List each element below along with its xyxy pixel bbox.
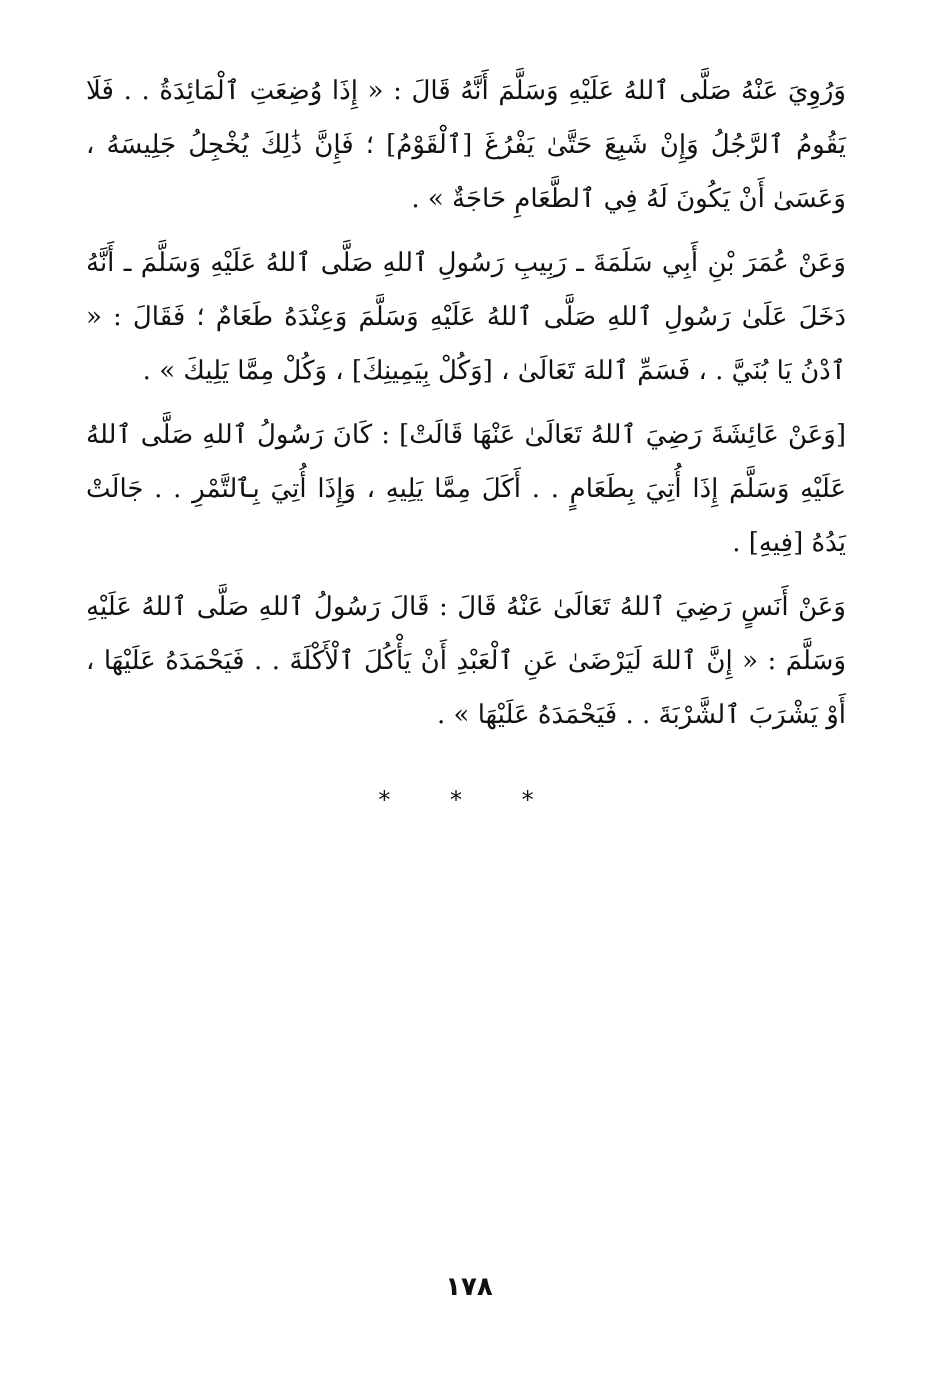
main-text (86, 64, 846, 752)
paragraph-3: [وَعَنْ عَائِشَةَ رَضِيَ ٱللهُ تَعَالَىٰ عَنْهَا قَالَتْ] : كَانَ رَسُولُ ٱللهِ صَلَّى ٱللهُ عَلَيْهِ وَسَلَّمَ إِذَا أُتِيَ بِطَعَامٍ . . أَكَلَ مِمَّا يَلِيهِ ، وَإِذَا أُتِيَ بِٱلتَّمْرِ . . جَالَتْ يَدُهُ [فِيهِ] . (86, 420, 846, 558)
paragraph-4: وَعَنْ أَنَسٍ رَضِيَ ٱللهُ تَعَالَىٰ عَنْهُ قَالَ : قَالَ رَسُولُ ٱللهِ صَلَّى ٱللهُ عَلَيْهِ وَسَلَّمَ : « إِنَّ ٱللهَ لَيَرْضَىٰ عَنِ ٱلْعَبْدِ أَنْ يَأْكُلَ ٱلْأَكْلَةَ . . فَيَحْمَدَهُ عَلَيْهَا ، أَوْ يَشْرَبَ ٱلشَّرْبَةَ . . فَيَحْمَدَهُ عَلَيْهَا » . (86, 592, 846, 730)
paragraph-2: وَعَنْ عُمَرَ بْنِ أَبِي سَلَمَةَ ـ رَبِيبِ رَسُولِ ٱللهِ صَلَّى ٱللهُ عَلَيْهِ وَسَلَّمَ ـ أَنَّهُ دَخَلَ عَلَىٰ رَسُولِ ٱللهِ صَلَّى ٱللهُ عَلَيْهِ وَسَلَّمَ وَعِنْدَهُ طَعَامٌ ؛ فَقَالَ : « ٱدْنُ يَا بُنَيَّ . ، فَسَمِّ ٱللهَ تَعَالَىٰ ، [وَكُلْ بِيَمِينِكَ] ، وَكُلْ مِمَّا يَلِيكَ » . (86, 248, 847, 386)
page-number: ١٧٨ (445, 1272, 493, 1302)
section-separator: * * * (378, 786, 560, 814)
paragraph-1: وَرُوِيَ عَنْهُ صَلَّى ٱللهُ عَلَيْهِ وَسَلَّمَ أَنَّهُ قَالَ : « إِذَا وُضِعَتِ ٱلْمَائِدَةُ . . فَلَا يَقُومُ ٱلرَّجُلُ وَإِنْ شَبِعَ حَتَّىٰ يَفْرُغَ [ٱلْقَوْمُ] ؛ فَإِنَّ ذَٰلِكَ يُخْجِلُ جَلِيسَهُ ، وَعَسَىٰ أَنْ يَكُونَ لَهُ فِي ٱلطَّعَامِ حَاجَةٌ » . (86, 76, 846, 214)
